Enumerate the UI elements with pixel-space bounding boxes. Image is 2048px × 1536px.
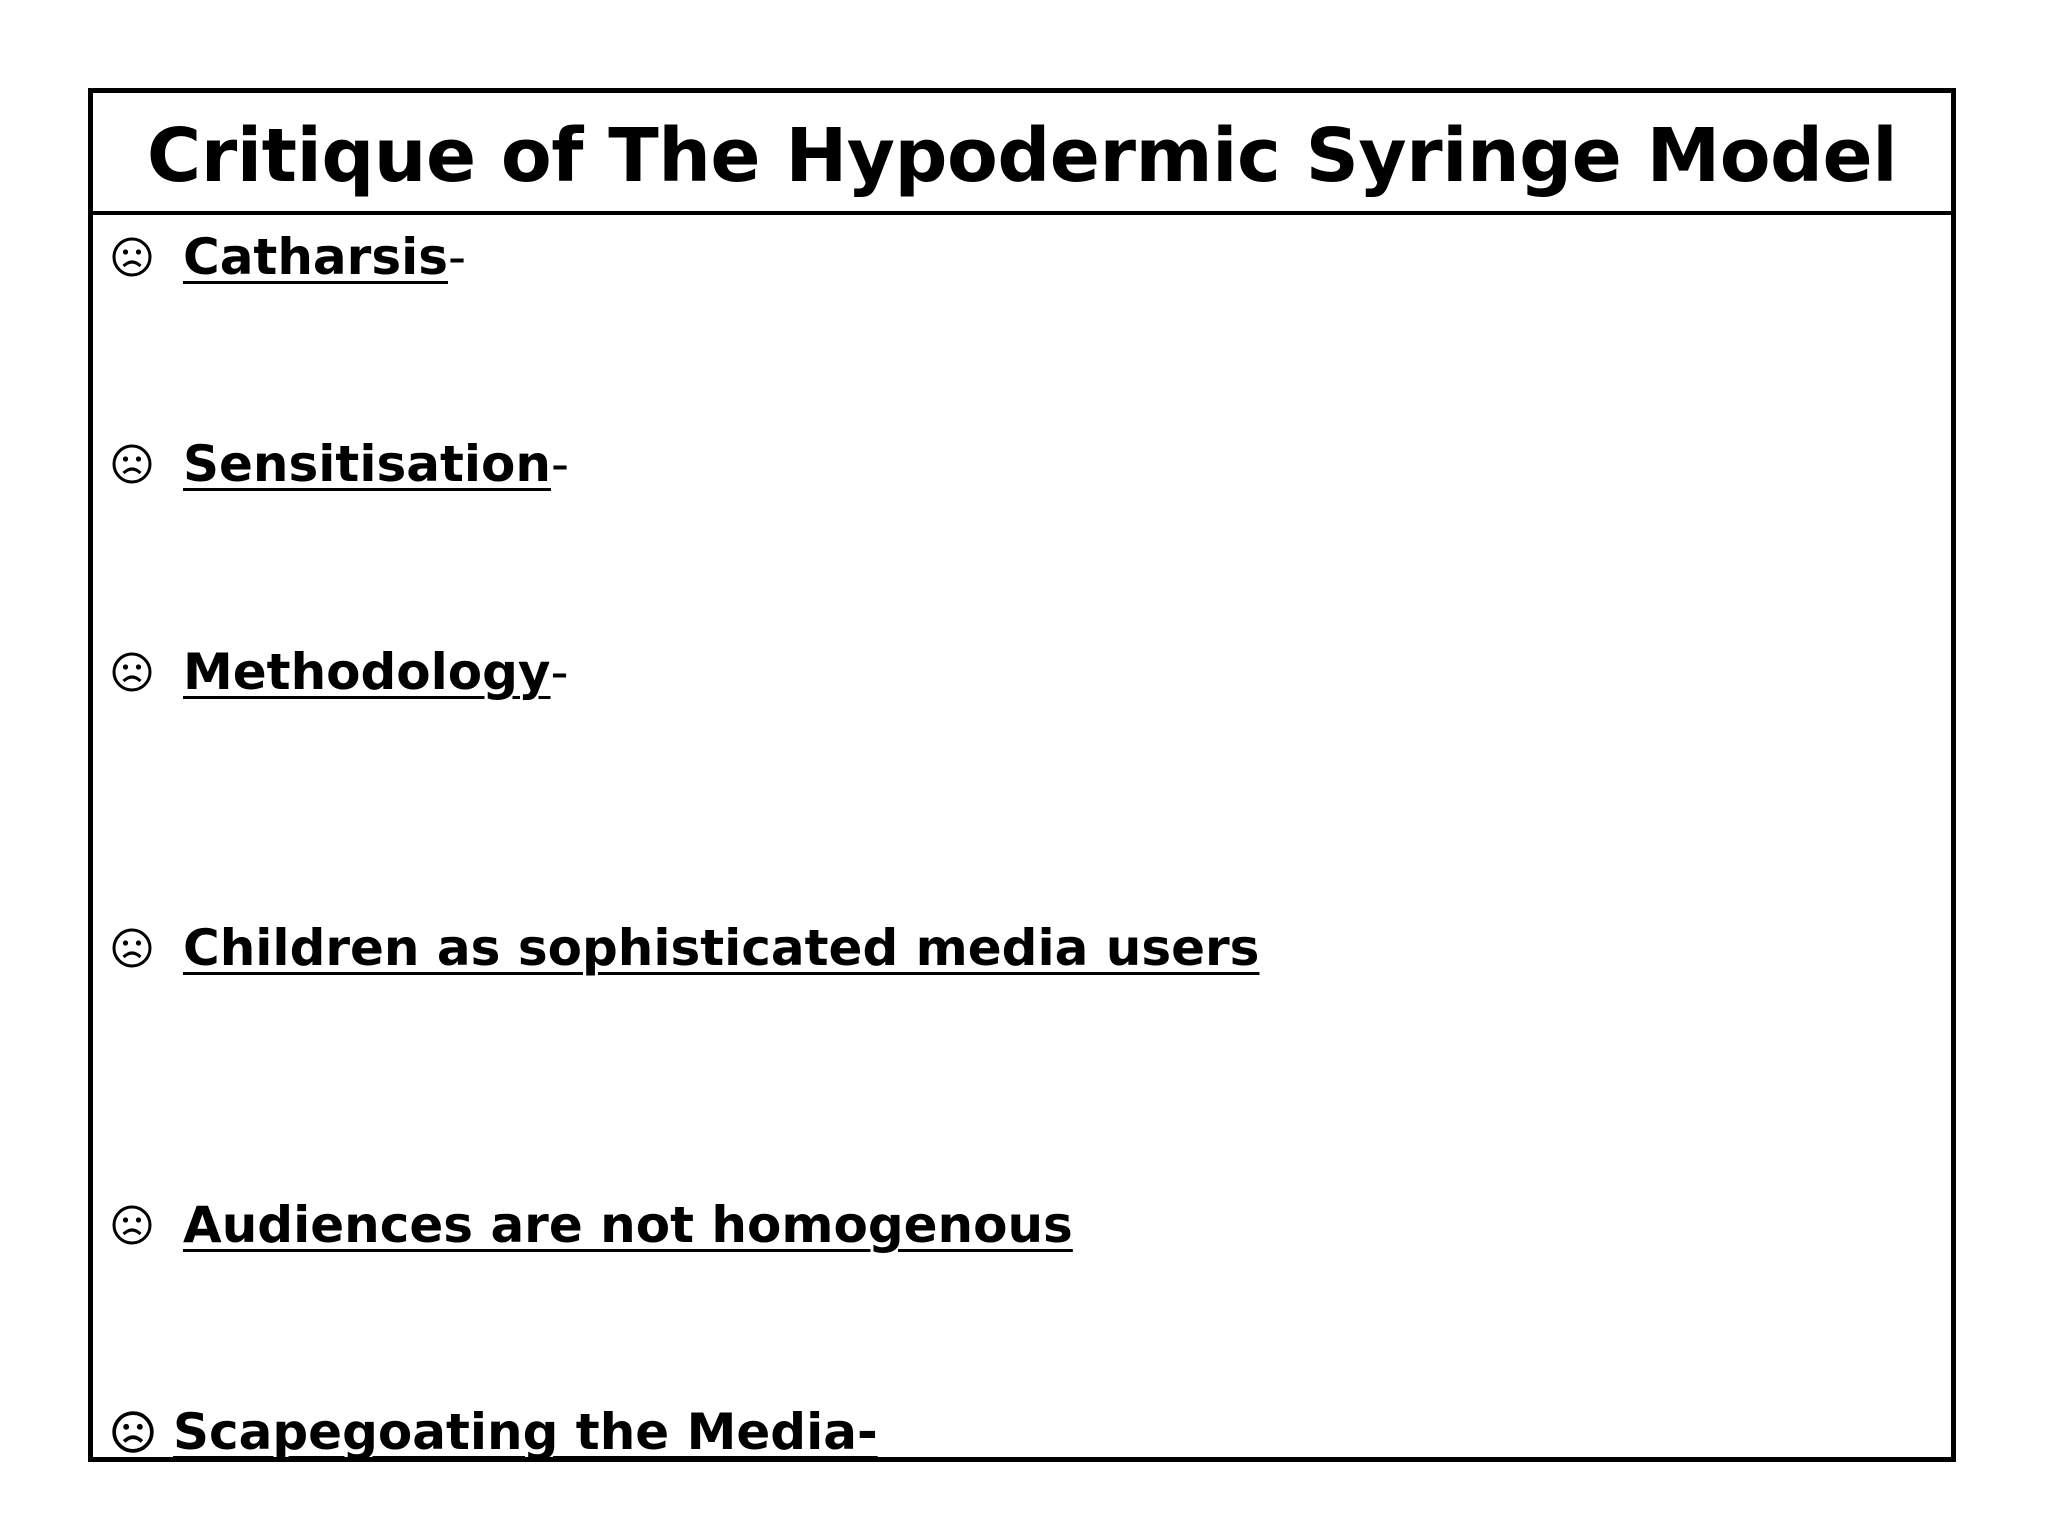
item-dash: -: [448, 228, 467, 286]
sad-face-icon: [111, 651, 153, 693]
item-label: Catharsis: [183, 228, 448, 286]
title-bar: [93, 93, 1951, 215]
list-item-catharsis: [111, 228, 466, 286]
sad-face-icon: [111, 927, 153, 969]
sad-face-icon: [111, 1410, 155, 1454]
list-item-methodology: [111, 643, 569, 701]
list-item-audiences: [111, 1196, 1073, 1254]
sad-face-icon: [111, 443, 153, 485]
item-dash: -: [550, 435, 569, 493]
sad-face-icon: [111, 236, 153, 278]
list-item-scapegoating: [111, 1403, 878, 1461]
item-label: Sensitisation: [183, 435, 551, 493]
item-label: Audiences are not homogenous: [183, 1196, 1073, 1254]
list-item-children: [111, 919, 1259, 977]
slide-frame: [88, 88, 1956, 1462]
item-dash: -: [550, 643, 569, 701]
list-item-sensitisation: [111, 435, 569, 493]
item-label: Scapegoating the Media-: [173, 1403, 878, 1461]
slide-title: Critique of The Hypodermic Syringe Model: [146, 113, 1898, 199]
item-label: Methodology: [183, 643, 551, 701]
item-label: Children as sophisticated media users: [183, 919, 1260, 977]
sad-face-icon: [111, 1204, 153, 1246]
